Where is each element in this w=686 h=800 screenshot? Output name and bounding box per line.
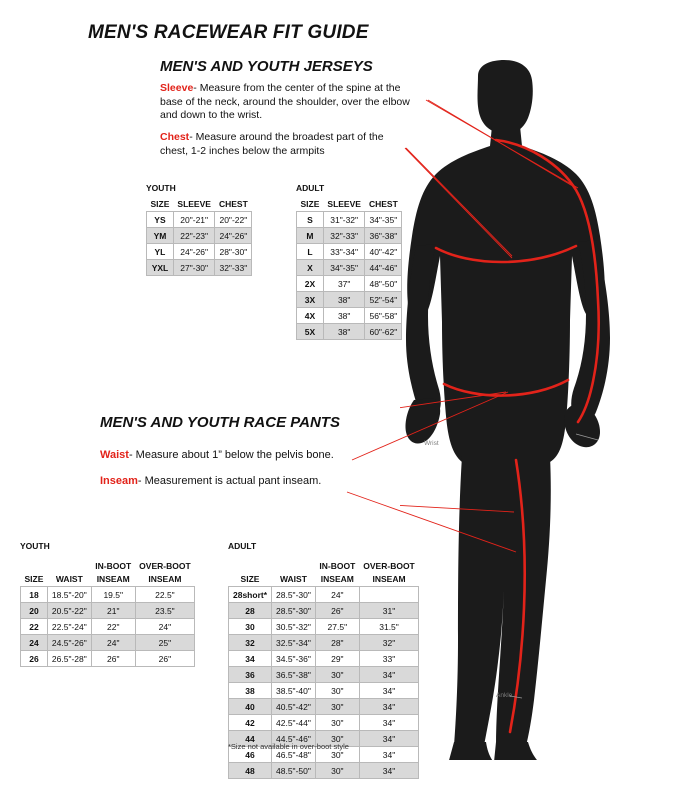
table-row [297, 292, 402, 308]
youth-jersey-group-label: YOUTH [146, 183, 176, 193]
measure-cell: 38" [323, 324, 365, 340]
pants-footnote: *Size not available in over-boot style [228, 742, 349, 751]
measure-cell: 18.5"-20" [47, 587, 91, 603]
measure-cell: 60"-62" [365, 324, 402, 340]
table-row [147, 212, 252, 228]
measure-cell: 34" [359, 667, 418, 683]
measure-cell: 29" [315, 651, 359, 667]
adult-jersey-table [296, 196, 402, 340]
table-row [297, 276, 402, 292]
measure-cell: 40"-42" [365, 244, 402, 260]
table-row [21, 635, 195, 651]
size-cell: X [297, 260, 324, 276]
measure-cell: 44.5"-46" [272, 731, 316, 747]
measure-cell: 31.5" [359, 619, 418, 635]
measure-cell: 28.5"-30" [272, 603, 316, 619]
measure-cell: 26" [315, 603, 359, 619]
measure-cell: 25" [135, 635, 194, 651]
youth-pants-table [20, 558, 195, 667]
measure-cell: 24"-26" [215, 228, 252, 244]
adult-pants-group-label: ADULT [228, 541, 257, 551]
measure-cell: 56"-58" [365, 308, 402, 324]
adult-jersey-body [297, 196, 402, 340]
column-header: SLEEVE [177, 198, 211, 209]
measure-cell: 44"-46" [365, 260, 402, 276]
table-row [229, 667, 419, 683]
measure-cell: 32.5"-34" [272, 635, 316, 651]
measure-cell: 20"-22" [215, 212, 252, 228]
size-cell: 5X [297, 324, 324, 340]
column-header: INSEAM [96, 573, 130, 584]
measure-cell: 26" [135, 651, 194, 667]
size-cell: 26 [21, 651, 48, 667]
size-cell: YL [147, 244, 174, 260]
measure-cell: 34.5"-36" [272, 651, 316, 667]
column-header-top: OVER-BOOT [363, 560, 415, 571]
size-cell: S [297, 212, 324, 228]
size-cell: 3X [297, 292, 324, 308]
size-cell: 2X [297, 276, 324, 292]
size-cell: YS [147, 212, 174, 228]
measure-cell: 32"-33" [323, 228, 365, 244]
table-row [229, 715, 419, 731]
column-header: CHEST [368, 198, 398, 209]
measure-cell: 33"-34" [323, 244, 365, 260]
table-row [21, 651, 195, 667]
measure-cell: 24" [135, 619, 194, 635]
ankle-label: Ankle [496, 692, 513, 699]
column-header: WAIST [55, 573, 83, 584]
youth-jersey-body [147, 196, 252, 276]
table-row [21, 587, 195, 603]
table-row [147, 260, 252, 276]
table-row [297, 228, 402, 244]
chest-definition-text: - Measure around the broadest part of the chest, 1-2 inches below the armpits [160, 131, 384, 157]
measure-cell: 27.5" [315, 619, 359, 635]
table-row [297, 244, 402, 260]
column-header: INSEAM [148, 573, 182, 584]
measure-cell: 38" [323, 308, 365, 324]
sleeve-term: Sleeve [160, 82, 194, 94]
size-cell: 46 [229, 747, 272, 763]
measure-cell: 33" [359, 651, 418, 667]
measure-cell: 30" [315, 683, 359, 699]
measure-cell: 30" [315, 747, 359, 763]
measure-cell: 21" [91, 603, 135, 619]
column-header: SIZE [24, 573, 44, 584]
measure-cell: 30" [315, 763, 359, 779]
column-header-top [272, 558, 316, 571]
measure-cell: 34" [359, 699, 418, 715]
measure-cell: 38.5"-40" [272, 683, 316, 699]
measure-cell: 34" [359, 747, 418, 763]
table-row [229, 587, 419, 603]
pants-section-title: MEN'S AND YOUTH RACE PANTS [100, 414, 340, 431]
measure-cell: 23.5" [135, 603, 194, 619]
column-header-top: IN-BOOT [319, 560, 356, 571]
table-header-row [147, 196, 252, 212]
adult-jersey-group-label: ADULT [296, 183, 325, 193]
measure-cell: 31" [359, 603, 418, 619]
size-cell: 48 [229, 763, 272, 779]
measure-cell: 32"-33" [215, 260, 252, 276]
column-header: INSEAM [372, 573, 406, 584]
table-header-row [21, 571, 195, 587]
table-row [21, 619, 195, 635]
body-silhouette [405, 60, 610, 760]
table-row [229, 635, 419, 651]
size-cell: YM [147, 228, 174, 244]
column-header: WAIST [279, 573, 307, 584]
measure-cell: 40.5"-42" [272, 699, 316, 715]
table-row [229, 763, 419, 779]
page-title: MEN'S RACEWEAR FIT GUIDE [88, 22, 369, 43]
measure-cell: 52"-54" [365, 292, 402, 308]
column-header: INSEAM [320, 573, 354, 584]
column-header-top [229, 558, 272, 571]
youth-pants-body [21, 558, 195, 667]
measure-cell: 22" [91, 619, 135, 635]
table-header-row-top [21, 558, 195, 571]
table-row [297, 308, 402, 324]
size-cell: 4X [297, 308, 324, 324]
table-row [297, 324, 402, 340]
size-cell: L [297, 244, 324, 260]
inseam-definition-text: - Measurement is actual pant inseam. [137, 475, 322, 487]
measure-cell: 34"-35" [365, 212, 402, 228]
inseam-definition [100, 475, 400, 489]
table-row [297, 260, 402, 276]
youth-jersey-table [146, 196, 252, 276]
table-row [229, 619, 419, 635]
measure-cell: 30" [315, 667, 359, 683]
rider-figure [400, 60, 686, 760]
measure-cell: 28" [315, 635, 359, 651]
size-cell: YXL [147, 260, 174, 276]
wrist-label: Wrist [424, 440, 439, 447]
measure-cell: 31"-32" [323, 212, 365, 228]
sleeve-definition-text: - Measure from the center of the spine at the base of the neck, around the shoulder, over the elbow and down to the wrist. [160, 82, 410, 121]
youth-pants-group-label: YOUTH [20, 541, 50, 551]
measure-cell [359, 587, 418, 603]
table-row [147, 244, 252, 260]
measure-cell: 30" [315, 715, 359, 731]
measure-cell: 38" [323, 292, 365, 308]
size-cell: 34 [229, 651, 272, 667]
measure-cell: 19.5" [91, 587, 135, 603]
table-row [229, 603, 419, 619]
measure-cell: 34" [359, 715, 418, 731]
waist-definition [100, 449, 400, 463]
size-cell: 42 [229, 715, 272, 731]
measure-cell: 48"-50" [365, 276, 402, 292]
size-cell: 32 [229, 635, 272, 651]
measure-cell: 24"-26" [173, 244, 215, 260]
measure-cell: 24" [91, 635, 135, 651]
waist-term: Waist [100, 449, 129, 461]
measure-cell: 22.5"-24" [47, 619, 91, 635]
column-header-top: OVER-BOOT [139, 560, 191, 571]
inseam-term: Inseam [100, 475, 138, 487]
table-header-row [297, 196, 402, 212]
measure-cell: 30" [315, 731, 359, 747]
column-header: CHEST [218, 198, 248, 209]
chest-term: Chest [160, 131, 190, 143]
measure-cell: 30" [315, 699, 359, 715]
measure-cell: 46.5"-48" [272, 747, 316, 763]
column-header: SIZE [240, 573, 260, 584]
measure-cell: 30.5"-32" [272, 619, 316, 635]
measure-cell: 36"-38" [365, 228, 402, 244]
table-row [297, 212, 402, 228]
measure-cell: 24" [315, 587, 359, 603]
table-row [229, 699, 419, 715]
column-header-top [21, 558, 48, 571]
measure-cell: 34" [359, 731, 418, 747]
size-cell: 20 [21, 603, 48, 619]
measure-cell: 34" [359, 763, 418, 779]
size-cell: 44 [229, 731, 272, 747]
measure-cell: 20.5"-22" [47, 603, 91, 619]
measure-cell: 36.5"-38" [272, 667, 316, 683]
column-header-top: IN-BOOT [95, 560, 132, 571]
waist-definition-text: - Measure about 1” below the pelvis bone. [128, 449, 334, 461]
size-cell: M [297, 228, 324, 244]
size-cell: 18 [21, 587, 48, 603]
measure-cell: 26" [91, 651, 135, 667]
size-cell: 38 [229, 683, 272, 699]
size-cell: 40 [229, 699, 272, 715]
table-row [229, 651, 419, 667]
measure-cell: 24.5"-26" [47, 635, 91, 651]
measure-cell: 27"-30" [173, 260, 215, 276]
sleeve-definition [160, 82, 425, 123]
table-header-row-top [229, 558, 419, 571]
column-header: SIZE [300, 198, 320, 209]
measure-cell: 42.5"-44" [272, 715, 316, 731]
measure-cell: 34" [359, 683, 418, 699]
measure-cell: 20"-21" [173, 212, 215, 228]
table-header-row [229, 571, 419, 587]
measure-cell: 28"-30" [215, 244, 252, 260]
column-header-top [47, 558, 91, 571]
measure-cell: 48.5"-50" [272, 763, 316, 779]
column-header: SIZE [150, 198, 170, 209]
measure-cell: 32" [359, 635, 418, 651]
size-cell: 30 [229, 619, 272, 635]
size-cell: 24 [21, 635, 48, 651]
measure-cell: 22.5" [135, 587, 194, 603]
measure-cell: 37" [323, 276, 365, 292]
chest-definition [160, 131, 410, 158]
column-header: SLEEVE [327, 198, 361, 209]
measure-cell: 28.5"-30" [272, 587, 316, 603]
measure-cell: 22"-23" [173, 228, 215, 244]
measure-cell: 34"-35" [323, 260, 365, 276]
size-cell: 36 [229, 667, 272, 683]
table-row [147, 228, 252, 244]
size-cell: 22 [21, 619, 48, 635]
size-cell: 28 [229, 603, 272, 619]
table-row [229, 683, 419, 699]
size-cell: 28short* [229, 587, 272, 603]
table-row [21, 603, 195, 619]
measure-cell: 26.5"-28" [47, 651, 91, 667]
jersey-section-title: MEN'S AND YOUTH JERSEYS [160, 58, 373, 75]
